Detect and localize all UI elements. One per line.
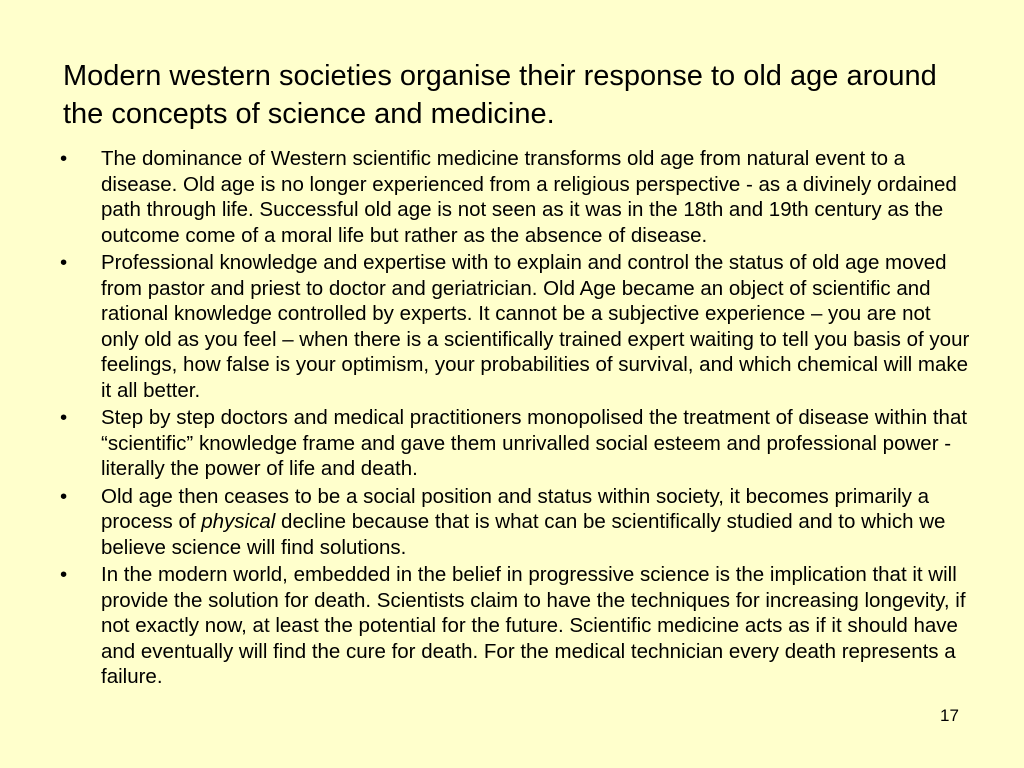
- bullet-text: [101, 485, 945, 559]
- bullet-text-part: Old age then ceases to be a social position and status within society, it becomes primarily a process of: [101, 484, 930, 533]
- bullet-marker: •: [60, 484, 68, 508]
- bullet-marker: •: [60, 147, 68, 170]
- bullet-item-4: [60, 484, 970, 561]
- slide-title: Modern western societies organise their response to old age around the concepts of science and medicine.: [63, 60, 937, 130]
- bullet-marker: •: [60, 563, 68, 586]
- bullet-marker: •: [60, 406, 68, 429]
- bullet-item-2: [60, 250, 970, 403]
- bullet-text: Step by step doctors and medical practitioners monopolised the treatment of disease within that “scientific” knowledge frame and gave them unrivalled social esteem and professional power - literally the power of life and death.: [101, 406, 968, 480]
- bullet-marker: •: [60, 251, 68, 274]
- bullet-list: [60, 146, 970, 692]
- bullet-text: Professional knowledge and expertise with to explain and control the status of old age moved from pastor and priest to doctor and geriatrician. Old Age became an object of scientific and rational knowledge controlled by experts. It cannot be a subjective experience – you are not only old as you feel – when there is a scientifically trained expert waiting to tell you basis of your feelings, how false is your optimism, your probabilities of survival, and which chemical will make it all better.: [101, 251, 970, 402]
- bullet-text-emphasis: physical: [201, 510, 276, 533]
- bullet-item-3: [60, 405, 970, 482]
- bullet-text: In the modern world, embedded in the belief in progressive science is the implication that it will provide the solution for death. Scientists claim to have the techniques for increasing longevity, if not exactly now, at least the potential for the future. Scientific medicine acts as if it should have and eventually will find the cure for death. For the medical technician every death represents a failure.: [101, 563, 966, 688]
- bullet-item-5: [60, 562, 970, 690]
- page-number: 17: [940, 706, 959, 725]
- bullet-item-1: [60, 146, 970, 248]
- bullet-text-part: decline because that is what can be scientifically studied and to which we believe science will find solutions.: [101, 510, 946, 559]
- bullet-text: The dominance of Western scientific medicine transforms old age from natural event to a disease. Old age is no longer experienced from a religious perspective - as a divinely ordained path through life. Successful old age is not seen as it was in the 18th and 19th century as the outcome come of a moral life but rather as the absence of disease.: [101, 147, 957, 247]
